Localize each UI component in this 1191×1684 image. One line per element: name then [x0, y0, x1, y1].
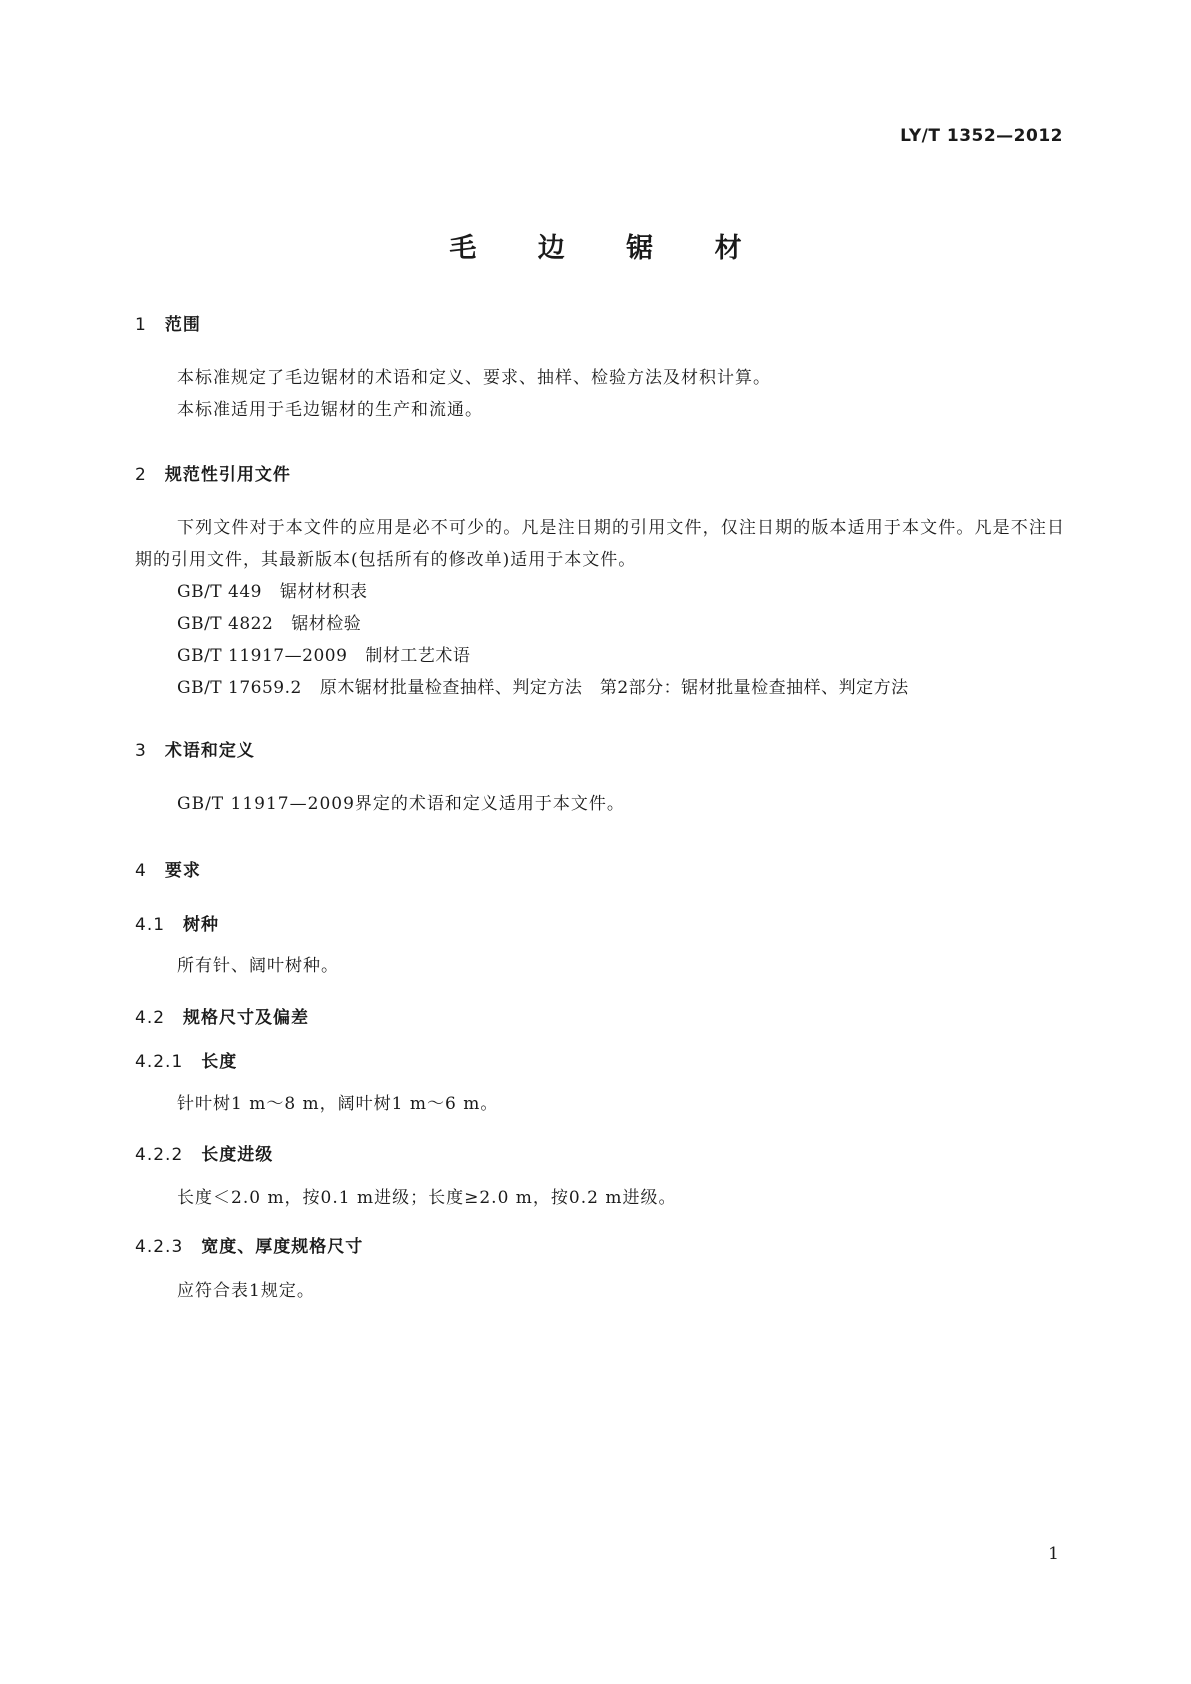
section-2-heading — [135, 460, 1065, 485]
section-number: 4.2.1 — [135, 1052, 184, 1072]
section-title: 要求 — [164, 861, 201, 881]
section-title: 长度进级 — [201, 1145, 274, 1165]
reference-item — [135, 640, 1065, 672]
reference-item — [135, 576, 1065, 608]
section-4-1-body — [135, 950, 1065, 982]
section-title: 规范性引用文件 — [164, 465, 291, 485]
reference-title: 锯材检验 — [291, 614, 362, 634]
reference-item — [135, 672, 1065, 704]
section-4-2-heading — [135, 1003, 1065, 1028]
reference-title: 原木锯材批量检查抽样、判定方法 第2部分：锯材批量检查抽样、判定方法 — [319, 678, 909, 698]
reference-code: GB/T 17659.2 — [177, 678, 302, 698]
reference-code: GB/T 11917—2009 — [177, 646, 348, 666]
reference-title: 制材工艺术语 — [365, 646, 471, 666]
section-number: 1 — [135, 315, 147, 335]
section-2-body — [135, 512, 1065, 704]
section-4-2-3-body — [135, 1275, 1065, 1307]
standard-code: LY/T 1352—2012 — [900, 126, 1063, 146]
section-4-2-2-heading — [135, 1140, 1065, 1165]
paragraph: 下列文件对于本文件的应用是必不可少的。凡是注日期的引用文件，仅注日期的版本适用于本文件。凡是不注日期的引用文件，其最新版本(包括所有的修改单)适用于本文件。 — [135, 518, 1065, 570]
section-4-2-3-heading — [135, 1232, 1065, 1257]
section-4-2-1-body — [135, 1088, 1065, 1120]
paragraph: 针叶树1 m～8 m，阔叶树1 m～6 m。 — [177, 1094, 499, 1114]
section-3-heading — [135, 736, 1065, 761]
paragraph: 所有针、阔叶树种。 — [177, 956, 339, 976]
section-4-1-heading — [135, 910, 1065, 935]
section-title: 树种 — [183, 915, 220, 935]
document-title: 毛 边 锯 材 — [449, 233, 768, 264]
reference-code: GB/T 449 — [177, 582, 262, 602]
reference-code: GB/T 4822 — [177, 614, 274, 634]
reference-title: 锯材材积表 — [280, 582, 368, 602]
paragraph: 本标准规定了毛边锯材的术语和定义、要求、抽样、检验方法及材积计算。 — [177, 368, 771, 388]
paragraph: 长度＜2.0 m，按0.1 m进级；长度≥2.0 m，按0.2 m进级。 — [177, 1188, 677, 1208]
section-number: 4 — [135, 861, 147, 881]
page-number: 1 — [1048, 1544, 1059, 1564]
section-number: 4.2.3 — [135, 1237, 184, 1257]
section-3-body — [135, 788, 1065, 820]
section-1-heading — [135, 310, 1065, 335]
section-title: 范围 — [164, 315, 201, 335]
paragraph: 本标准适用于毛边锯材的生产和流通。 — [177, 400, 483, 420]
section-number: 4.2 — [135, 1008, 166, 1028]
section-4-2-1-heading — [135, 1047, 1065, 1072]
section-1-body — [135, 362, 1065, 426]
section-number: 2 — [135, 465, 147, 485]
paragraph: 应符合表1规定。 — [177, 1281, 315, 1301]
section-title: 长度 — [201, 1052, 238, 1072]
section-number: 3 — [135, 741, 147, 761]
section-number: 4.1 — [135, 915, 166, 935]
section-title: 术语和定义 — [164, 741, 255, 761]
section-4-heading — [135, 856, 1065, 881]
paragraph: GB/T 11917—2009界定的术语和定义适用于本文件。 — [177, 794, 625, 814]
section-title: 宽度、厚度规格尺寸 — [201, 1237, 364, 1257]
section-4-2-2-body — [135, 1182, 1065, 1214]
section-title: 规格尺寸及偏差 — [183, 1008, 310, 1028]
reference-item — [135, 608, 1065, 640]
section-number: 4.2.2 — [135, 1145, 184, 1165]
